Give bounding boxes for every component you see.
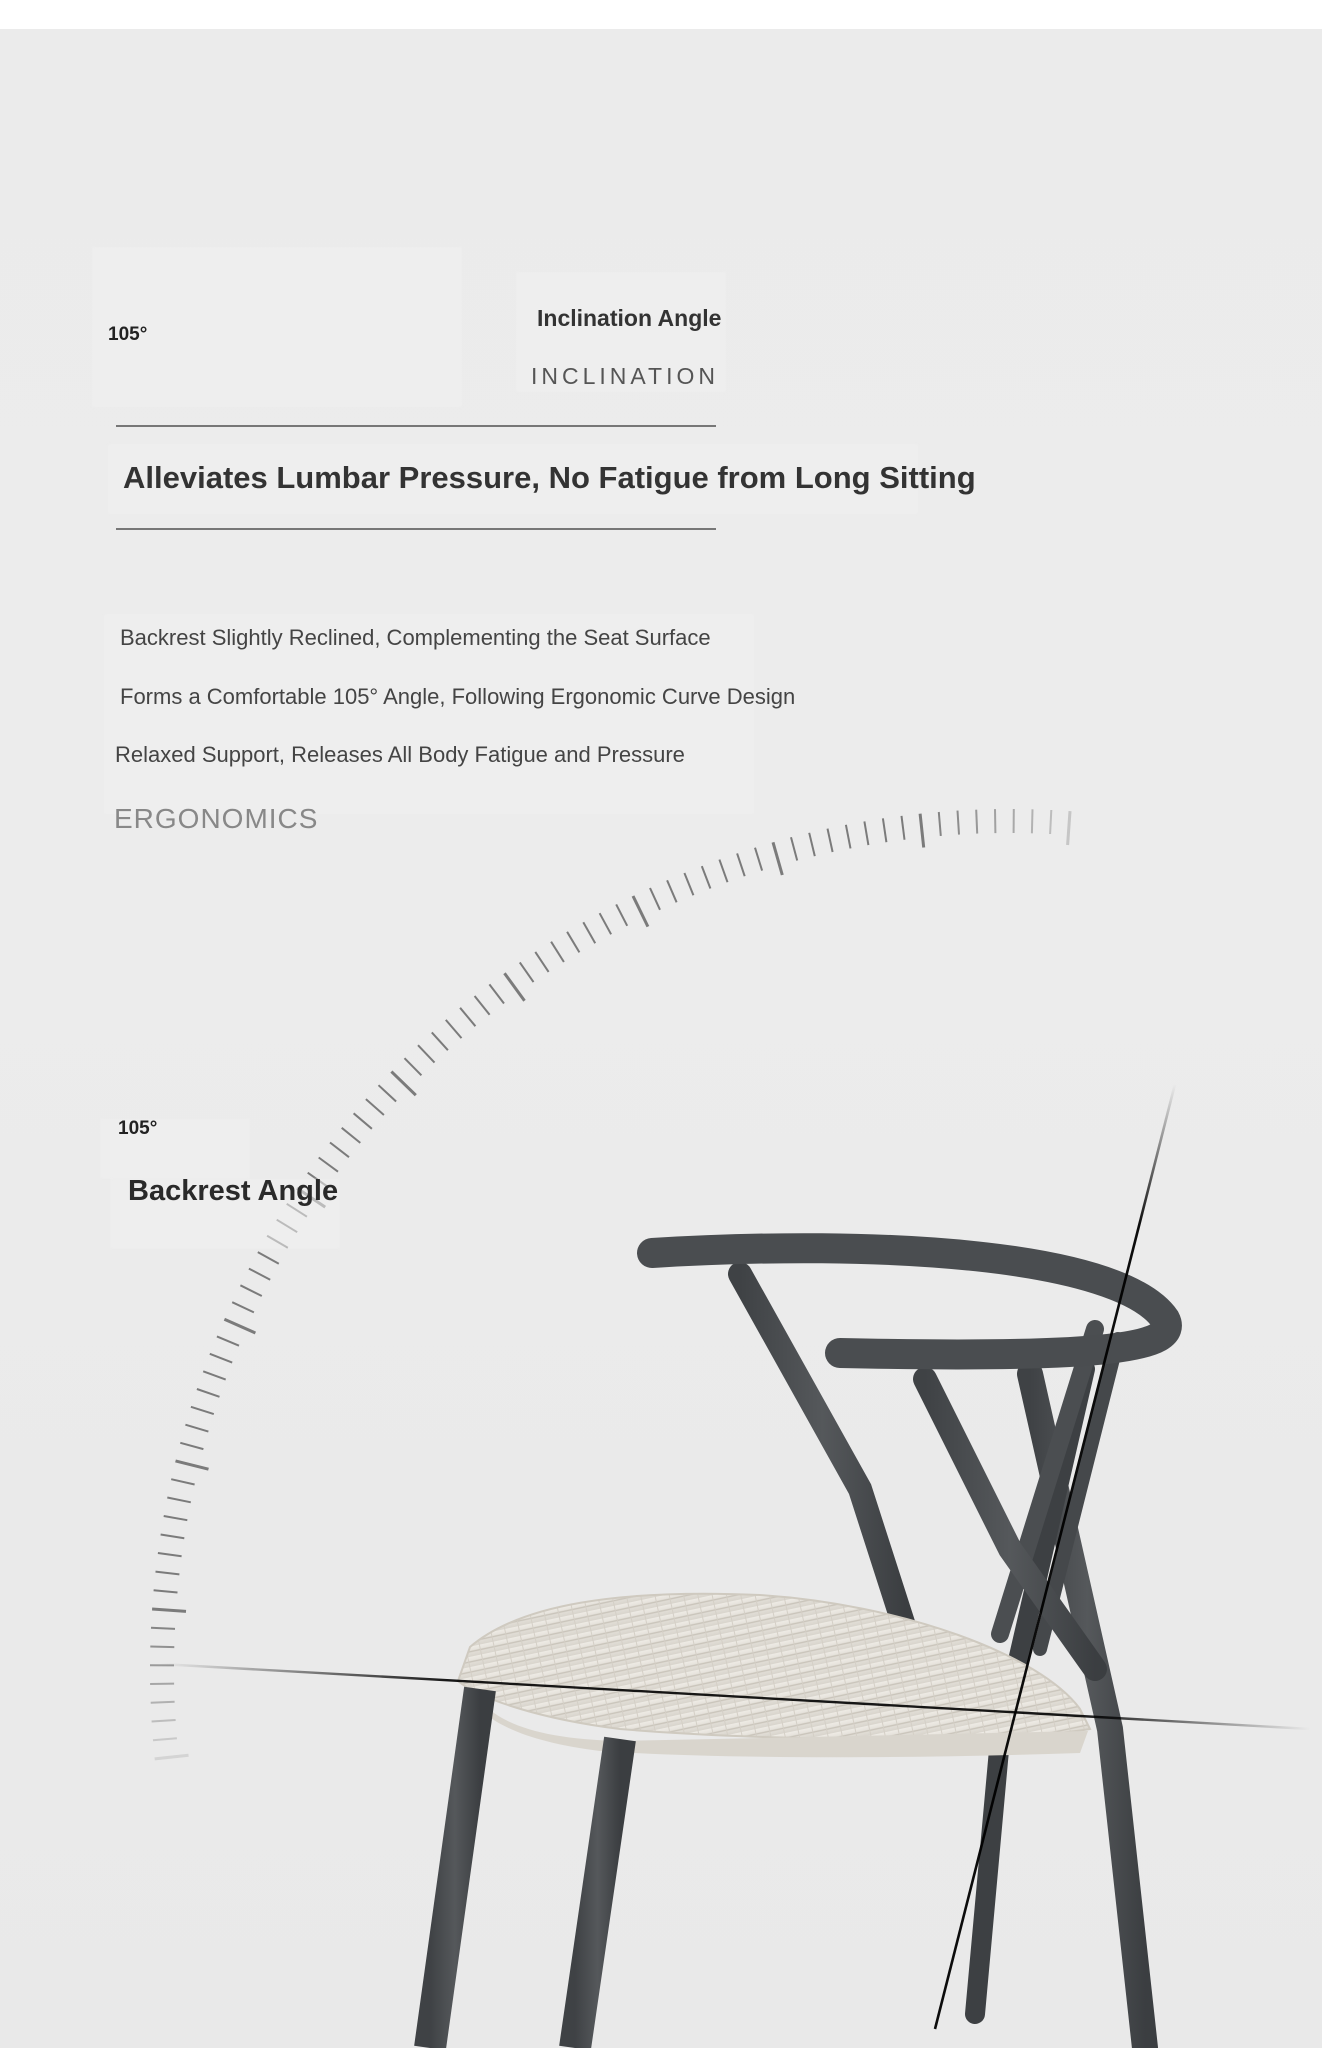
backrest-degree: 105° bbox=[118, 1118, 158, 1139]
dial-tick bbox=[154, 1590, 178, 1592]
chair-illustration bbox=[430, 1248, 1167, 2048]
product-panel bbox=[0, 29, 1322, 2048]
dial-tick bbox=[846, 825, 851, 849]
body-line-1: Backrest Slightly Reclined, Complementing the Seat Surface bbox=[120, 625, 711, 650]
dial-tick bbox=[197, 1389, 220, 1397]
dial-tick bbox=[418, 1045, 435, 1062]
dial-tick bbox=[616, 904, 627, 925]
dial-tick bbox=[460, 1008, 475, 1026]
dial-tick bbox=[151, 1628, 175, 1629]
dial-tick bbox=[342, 1128, 361, 1143]
dial-tick bbox=[650, 888, 660, 910]
dial-tick bbox=[551, 942, 564, 962]
angle-dial-icon bbox=[0, 29, 1322, 2048]
dial-tick bbox=[152, 1720, 176, 1722]
dial-tick bbox=[156, 1572, 180, 1575]
dial-tick bbox=[583, 922, 595, 943]
dial-tick bbox=[902, 816, 905, 840]
dial-tick bbox=[684, 873, 693, 895]
dial-tick bbox=[161, 1535, 185, 1539]
body-line-2: Forms a Comfortable 105° Angle, Following Ergonomic Curve Design bbox=[120, 684, 796, 709]
dial-tick bbox=[737, 853, 745, 876]
inclination-title: Inclination Angle bbox=[537, 305, 722, 331]
body-line-3: Relaxed Support, Releases All Body Fatigue and Pressure bbox=[115, 742, 685, 767]
dial-tick bbox=[535, 952, 548, 972]
dial-tick bbox=[1032, 809, 1033, 833]
dial-tick bbox=[240, 1285, 261, 1296]
dial-tick bbox=[702, 866, 711, 888]
dial-tick bbox=[446, 1020, 462, 1038]
dial-tick bbox=[217, 1336, 239, 1345]
dial-tick bbox=[379, 1085, 397, 1101]
dial-tick bbox=[505, 973, 525, 1001]
dial-tick bbox=[976, 810, 977, 834]
dial-tick bbox=[391, 1072, 415, 1096]
dial-tick bbox=[203, 1371, 226, 1379]
inclination-degree: 105° bbox=[108, 324, 148, 345]
dial-tick bbox=[354, 1113, 372, 1129]
dial-tick bbox=[475, 996, 490, 1015]
dial-tick bbox=[150, 1647, 174, 1648]
ergonomics-label: ERGONOMICS bbox=[114, 803, 319, 834]
dial-tick bbox=[258, 1252, 279, 1264]
dial-tick bbox=[600, 913, 612, 934]
dial-tick bbox=[319, 1158, 338, 1172]
dial-tick bbox=[330, 1143, 349, 1158]
dial-tick bbox=[567, 932, 579, 953]
dial-tick bbox=[633, 896, 648, 927]
dial-tick bbox=[185, 1425, 208, 1432]
dial-tick bbox=[755, 848, 762, 871]
dial-tick bbox=[366, 1099, 384, 1115]
dial-tick bbox=[791, 837, 797, 860]
dial-tick bbox=[224, 1319, 255, 1333]
dial-tick bbox=[405, 1058, 422, 1075]
dial-tick bbox=[158, 1553, 182, 1556]
dial-tick bbox=[920, 814, 924, 848]
dial-tick bbox=[489, 984, 504, 1003]
dial-tick bbox=[958, 811, 960, 835]
dial-tick bbox=[432, 1032, 448, 1050]
dial-tick bbox=[809, 833, 815, 856]
dial-tick bbox=[155, 1755, 189, 1759]
dial-tick bbox=[180, 1443, 203, 1449]
dial-tick bbox=[249, 1269, 270, 1280]
dial-tick bbox=[232, 1302, 254, 1312]
dial-tick bbox=[939, 812, 941, 836]
dial-tick bbox=[667, 880, 677, 902]
dial-tick bbox=[151, 1702, 175, 1703]
dial-tick bbox=[164, 1516, 188, 1520]
dial-tick bbox=[520, 962, 534, 982]
dial-tick bbox=[171, 1479, 194, 1484]
dial-tick bbox=[828, 829, 833, 852]
dial-tick bbox=[191, 1407, 214, 1414]
dial-tick bbox=[1068, 811, 1070, 845]
backrest-title: Backrest Angle bbox=[128, 1175, 339, 1207]
inclination-subtitle: INCLINATION bbox=[531, 363, 719, 389]
dial-tick bbox=[719, 860, 727, 883]
dial-tick bbox=[210, 1354, 232, 1363]
dial-tick bbox=[153, 1738, 177, 1740]
dial-tick bbox=[167, 1498, 191, 1503]
headline: Alleviates Lumbar Pressure, No Fatigue from Long Sitting bbox=[123, 460, 976, 495]
dial-tick bbox=[864, 821, 868, 845]
dial-tick bbox=[1050, 810, 1051, 834]
dial-tick bbox=[883, 818, 887, 842]
dial-tick bbox=[152, 1609, 186, 1611]
dial-tick bbox=[176, 1461, 209, 1469]
dial-tick bbox=[773, 842, 782, 875]
